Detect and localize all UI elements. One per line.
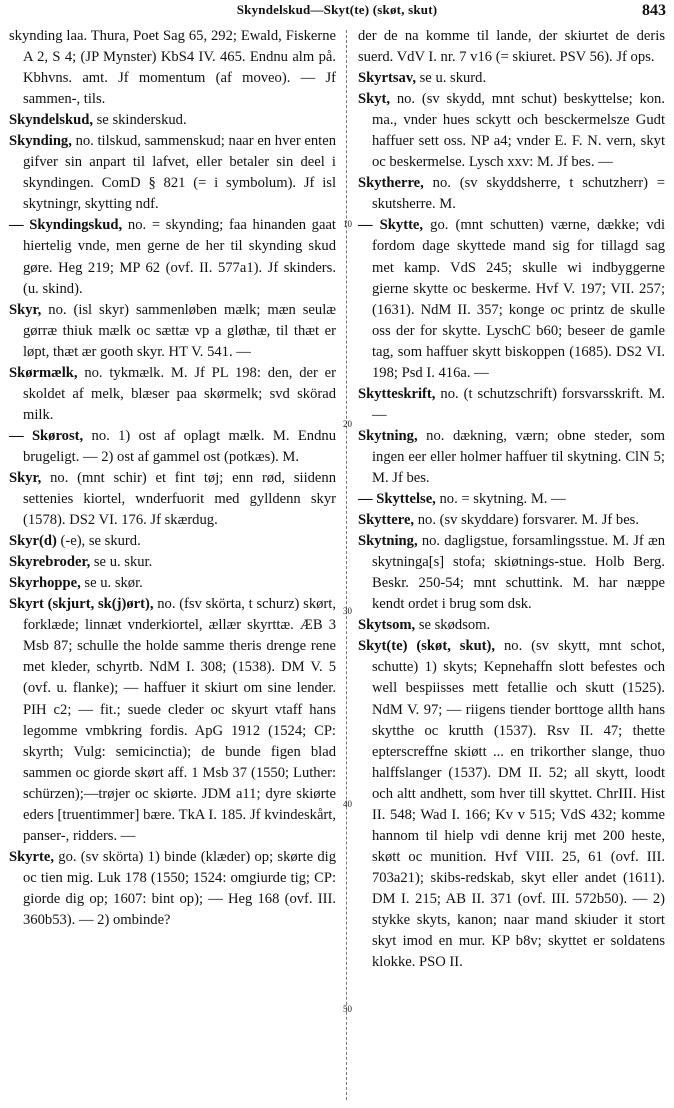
- entry-headword: Skyndelskud,: [9, 112, 93, 129]
- entry-text: no. dagligstue, forsamlingsstue. M. Jf æn skytninga[s] stofa; skiøtnings-stue. Holb Berg. Beskr. 250-54; mnt schuttink. M. har næppe kendt ordet i brug som dsk.: [372, 533, 665, 613]
- entry-text: no. dækning, værn; obne steder, som ingen eer eller holmer haffuer til skytning. ClN 5; M. Jf bes.: [372, 427, 665, 486]
- running-head-title: Skyndelskud—Skyt(te) (skøt, skut): [236, 2, 438, 17]
- entry-text: no. 1) ost af oplagt mælk. M. Endnu brugeligt. — 2) ost af gammel ost (potkæs). M.: [23, 427, 336, 465]
- entry-headword: Skyr,: [9, 301, 42, 318]
- entry-text: no. = skynding; faa hinanden gaat hiertelig vnde, men gerne de her til skynding skud gøre. Heg 219; MP 62 (ovf. II. 577a1). Jf skinders. (u. skind).: [23, 217, 336, 297]
- dictionary-entry: [358, 510, 665, 531]
- entry-headword: Skyttere,: [358, 512, 415, 529]
- entry-headword: — Skørost,: [9, 427, 84, 444]
- dictionary-entry: [9, 552, 336, 573]
- entry-headword: Skytning,: [358, 533, 418, 550]
- entry-text: der de na komme til lande, der skiurtet de deris suerd. VdV I. nr. 7 v16 (= skiuret. PSV 56). Jf ops.: [358, 28, 665, 66]
- running-head: [0, 2, 674, 22]
- line-number: 20: [343, 419, 352, 429]
- dictionary-entry: [9, 215, 336, 299]
- entry-text: se skødsom.: [415, 617, 491, 634]
- entry-headword: Skytteskrift,: [358, 385, 436, 402]
- line-number: 40: [343, 799, 352, 809]
- dictionary-entry: [358, 636, 665, 973]
- entry-headword: Skyrt (skjurt, sk(j)ørt),: [9, 596, 154, 613]
- right-column: [358, 26, 665, 973]
- entry-text: no. (sv skyddare) forsvarer. M. Jf bes.: [414, 512, 640, 529]
- line-number: 50: [343, 1004, 352, 1014]
- dictionary-entry: [9, 573, 336, 594]
- entry-text: skynding laa. Thura, Poet Sag 65, 292; Ewald, Fiskerne A 2, S 4; (JP Mynster) KbS4 IV. 465. Endnu alm på. Kbhvns. amt. Jf momentum (af moveo). — Jf sammen-, tils.: [9, 28, 336, 108]
- dictionary-entry: [9, 131, 336, 215]
- dictionary-entry: [9, 26, 336, 110]
- dictionary-entry: [9, 847, 336, 931]
- entry-text: no. tilskud, sammenskud; naar en hver enten gifver sin anpart til lafvet, eller betaler sin deel i skyndingen. ComD § 821 (= i symbolum). Jf isl skytningr, skytting ndf.: [23, 133, 336, 213]
- entry-text: se u. skur.: [90, 554, 153, 571]
- entry-text: go. (sv skörta) 1) binde (klæder) op; skørte dig oc tien mig. Luk 178 (1550; 1524: omgiurde tig; CP: giorde dig op; 1607: bint op); — Heg 168 (ovf. III. 360b53). — 2) ombinde?: [23, 848, 336, 928]
- dictionary-entry: [358, 26, 665, 68]
- entry-headword: Skytherre,: [358, 175, 424, 192]
- entry-headword: Skyr,: [9, 469, 42, 486]
- entry-headword: Skynding,: [9, 133, 72, 150]
- dictionary-entry: [358, 531, 665, 615]
- entry-headword: Skyr(d): [9, 533, 57, 550]
- dictionary-entry: [358, 426, 665, 489]
- entry-text: se u. skurd.: [415, 70, 487, 87]
- dictionary-entry: [9, 300, 336, 363]
- entry-headword: Skyrhoppe,: [9, 575, 81, 592]
- entry-text: no. (t schutzschrift) forsvarsskrift. M. —: [372, 385, 665, 423]
- entry-headword: Skyrtsav,: [358, 70, 416, 87]
- entry-text: no. (fsv skörta, t schurz) skørt, forklæde; linnæt vnderkiortel, ællær skyrttæ. ÆB 3 Msb 87; schulle the holde samme theris drenge rene met kleder, schyrtb. NdM I. 308; (1538). DM V. 5 (ovf. u. flanke); — haffuer it skiurt om sine lender. PIH c2; — fit.; suede cleder oc skyurt vtaff hans legomme vmbkring fordis. ApG 1912 (1524; CP: skyrth; Vulg: semicinctia); de bunde figen blad sammen oc giorde skørt aff. 1 Msb 37 (1550; Luther: schürzen);—trøjer oc skiørte. JDM a11; dyre skiørte eders [truentimmer] bære. TkA I. 185. Jf kvindeskårt, panser-, ridders. —: [23, 596, 336, 844]
- entry-text: no. (sv skydd, mnt schut) beskyttelse; kon. ma., vnder hues sckytt och besckermelsze Gudt haffuer sett oss. NP a4; vnder E. F. N. vern, skyt oc beskermelse. Lysch xxv: M. Jf bes. —: [372, 91, 665, 171]
- dictionary-entry: [9, 594, 336, 847]
- entry-headword: — Skyttelse,: [358, 491, 436, 508]
- entry-text: (-e), se skurd.: [56, 533, 141, 550]
- dictionary-entry: [358, 384, 665, 426]
- entry-text: se skinderskud.: [92, 112, 187, 129]
- dictionary-entry: [358, 489, 665, 510]
- entry-headword: — Skytte,: [358, 217, 424, 234]
- page-number: 843: [642, 2, 666, 19]
- dictionary-entry: [9, 363, 336, 426]
- entry-headword: Skytsom,: [358, 617, 416, 634]
- entry-headword: Skyrebroder,: [9, 554, 91, 571]
- left-column: [9, 26, 336, 931]
- entry-text: go. (mnt schutten) værne, dække; vdi fordom dage skyttede mand sig for tillagd sag met kamp. VdS 245; skulle wi indbyggerne gierne skytte oc beskerme. Hvf V. 197; VII. 257; (1631). NdM II. 357; konge oc printz de skulle oss der for skytte. LyschC b60; beseer de gamle tag, som haffuer skytt biskoppen (1685). DS2 VI. 198; Psd I. 416a. —: [372, 217, 665, 381]
- dictionary-entry: [9, 110, 336, 131]
- column-divider: [346, 30, 347, 1100]
- dictionary-entry: [9, 468, 336, 531]
- dictionary-entry: [9, 426, 336, 468]
- dictionary-entry: [358, 615, 665, 636]
- dictionary-entry: [358, 173, 665, 215]
- entry-text: no. = skytning. M. —: [435, 491, 566, 508]
- entry-headword: Skørmælk,: [9, 364, 78, 381]
- entry-headword: Skyt,: [358, 91, 391, 108]
- entry-text: no. tykmælk. M. Jf PL 198: den, der er skoldet af melk, blæser paa skørmelk; svd skörad milk.: [23, 364, 336, 423]
- line-number: 30: [343, 606, 352, 616]
- entry-text: no. (sv skytt, mnt schot, schutte) 1) skyts; Kepnehaffn slott befestes och well bespiisses mett fetallie och skutt (1525). NdM V. 97; — riigens tiender borttoge allth hans skytthe oc krutth (1537). Rsv II. 47; thette epterscreffne skiøtt ... en trikorther slange, thuo halffslanger (1537). DM II. 52; all skytt, loodt och altt andhett, som hver till skyttet. ChrIII. Hist II. 548; Wad I. 166; Kv v 515; VdS 432; komme hannom til hielp vdi denne krij met 200 heste, skøtt oc munition. Hvf VIII. 25, 61 (ovf. III. 703a21); skibs-redskab, skyt eller andet (1611). DM I. 215; AB II. 371 (ovf. III. 572b50). — 2) stykke skyts, kanon; naar mand skiuder it stort skyt imod en mur. KP b8v; skyttet er soldatens klokke. PSO II.: [372, 638, 665, 971]
- entry-headword: Skyrte,: [9, 848, 54, 865]
- entry-headword: Skyt(te) (skøt, skut),: [358, 638, 496, 655]
- dictionary-entry: [358, 89, 665, 173]
- entry-text: se u. skør.: [80, 575, 143, 592]
- entry-headword: — Skyndingskud,: [9, 217, 123, 234]
- entry-text: no. (isl skyr) sammenløben mælk; mæn seulæ gørræ thiuk mælk oc sættæ vp a gløthæ, til thæt er løpt, thæt ær gooth skyr. HT V. 541. —: [23, 301, 336, 360]
- dictionary-entry: [358, 215, 665, 383]
- entry-headword: Skytning,: [358, 427, 418, 444]
- entry-text: no. (sv skyddsherre, t schutzherr) = skutsherre. M.: [372, 175, 665, 213]
- entry-text: no. (mnt schir) et fint tøj; enn rød, siidenn settenies kiortel, wnderfuorit med gylldenn skyr (1578). DS2 VI. 176. Jf skærdug.: [23, 469, 336, 529]
- dictionary-entry: [358, 68, 665, 89]
- dictionary-entry: [9, 531, 336, 552]
- line-number: 10: [343, 219, 352, 229]
